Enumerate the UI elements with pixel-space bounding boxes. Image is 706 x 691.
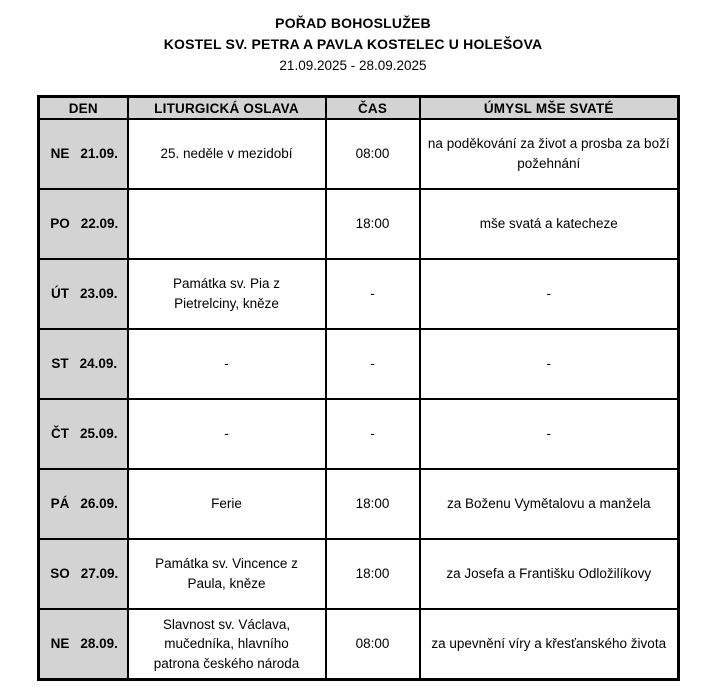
intention-cell: mše svatá a katecheze bbox=[420, 189, 679, 259]
time-cell: 18:00 bbox=[326, 539, 420, 609]
time-cell: - bbox=[326, 399, 420, 469]
table-row bbox=[39, 399, 679, 469]
time-cell: - bbox=[326, 259, 420, 329]
table-row bbox=[39, 539, 679, 609]
day-cell bbox=[39, 329, 128, 399]
table-header-row bbox=[39, 97, 679, 120]
day-label bbox=[41, 354, 126, 374]
table-row bbox=[39, 469, 679, 539]
day-abbrev: NE bbox=[50, 636, 70, 652]
day-label bbox=[41, 494, 126, 514]
day-date: 28.09. bbox=[80, 636, 118, 652]
day-date: 21.09. bbox=[80, 146, 118, 162]
table-row bbox=[39, 259, 679, 329]
celebration-cell: Památka sv. Vincence z Paula, kněze bbox=[128, 539, 326, 609]
day-cell bbox=[39, 469, 128, 539]
day-label bbox=[41, 424, 126, 444]
celebration-cell: Slavnost sv. Václava, mučedníka, hlavního patrona českého národa bbox=[128, 609, 326, 680]
intention-cell: za upevnění víry a křesťanského života bbox=[420, 609, 679, 680]
column-header-umysl-mse-svate: ÚMYSL MŠE SVATÉ bbox=[420, 97, 679, 120]
day-date: 25.09. bbox=[79, 426, 118, 442]
time-cell: 18:00 bbox=[326, 189, 420, 259]
day-date: 27.09. bbox=[80, 566, 119, 582]
day-cell bbox=[39, 609, 128, 680]
day-label bbox=[41, 564, 126, 584]
day-abbrev: ST bbox=[51, 356, 69, 372]
day-label bbox=[41, 144, 126, 164]
intention-cell: za Josefa a Františku Odložilíkovy bbox=[420, 539, 679, 609]
celebration-cell: - bbox=[128, 399, 326, 469]
day-cell bbox=[39, 259, 128, 329]
day-abbrev: ČT bbox=[50, 426, 69, 442]
intention-cell: na poděkování za život a prosba za boží požehnání bbox=[420, 119, 679, 189]
celebration-cell: - bbox=[128, 329, 326, 399]
day-date: 24.09. bbox=[79, 356, 118, 372]
church-name: KOSTEL SV. PETRA A PAVLA KOSTELEC U HOLEŠOVA bbox=[163, 36, 543, 52]
schedule-table bbox=[37, 95, 680, 681]
intention-cell: za Boženu Vymětalovu a manžela bbox=[420, 469, 679, 539]
table-row bbox=[39, 609, 679, 680]
intention-cell: - bbox=[420, 329, 679, 399]
day-date: 23.09. bbox=[79, 286, 118, 302]
day-abbrev: PÁ bbox=[50, 496, 70, 512]
day-abbrev: PO bbox=[50, 216, 70, 232]
column-header-liturgicka-oslava: LITURGICKÁ OSLAVA bbox=[128, 97, 326, 120]
day-cell bbox=[39, 119, 128, 189]
day-label bbox=[41, 634, 126, 654]
time-cell: 08:00 bbox=[326, 119, 420, 189]
day-abbrev: ÚT bbox=[50, 286, 69, 302]
intention-cell: - bbox=[420, 259, 679, 329]
celebration-cell bbox=[128, 189, 326, 259]
table-row bbox=[39, 119, 679, 189]
day-cell bbox=[39, 189, 128, 259]
day-date: 22.09. bbox=[80, 216, 119, 232]
document-header bbox=[0, 0, 706, 76]
table-row bbox=[39, 329, 679, 399]
celebration-cell: Památka sv. Pia z Pietrelciny, kněze bbox=[128, 259, 326, 329]
celebration-cell: 25. neděle v mezidobí bbox=[128, 119, 326, 189]
table-row bbox=[39, 189, 679, 259]
column-header-cas: ČAS bbox=[326, 97, 420, 120]
column-header-den: DEN bbox=[39, 97, 128, 120]
day-cell bbox=[39, 539, 128, 609]
day-label bbox=[41, 214, 126, 234]
day-cell bbox=[39, 399, 128, 469]
intention-cell: - bbox=[420, 399, 679, 469]
day-abbrev: SO bbox=[50, 566, 70, 582]
time-cell: 18:00 bbox=[326, 469, 420, 539]
time-cell: 08:00 bbox=[326, 609, 420, 680]
day-abbrev: NE bbox=[50, 146, 70, 162]
document-title: POŘAD BOHOSLUŽEB bbox=[275, 15, 431, 31]
date-range: 21.09.2025 - 28.09.2025 bbox=[279, 58, 427, 73]
day-label bbox=[41, 284, 126, 304]
celebration-cell: Ferie bbox=[128, 469, 326, 539]
day-date: 26.09. bbox=[80, 496, 118, 512]
time-cell: - bbox=[326, 329, 420, 399]
